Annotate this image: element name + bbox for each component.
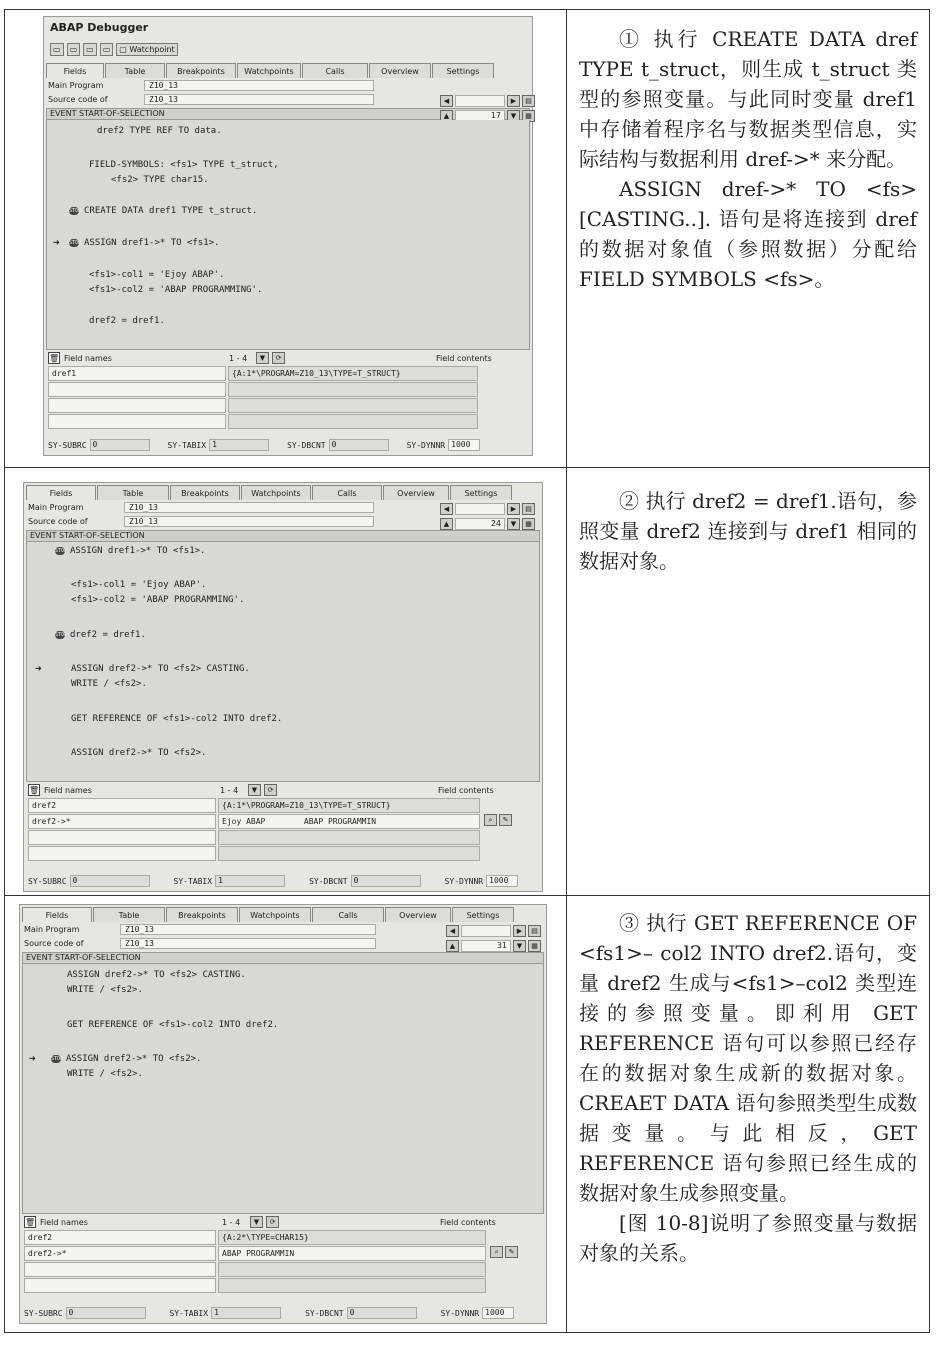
field-content-cell: {A:1*\PROGRAM=Z10_13\TYPE=T_STRUCT} bbox=[228, 366, 478, 381]
current-line-arrow-icon: ➜ bbox=[29, 1052, 36, 1065]
table-row bbox=[24, 1262, 542, 1277]
edit-pencil-icon[interactable]: ✎ bbox=[505, 1246, 518, 1258]
up-arrow-icon[interactable]: ▲ bbox=[440, 518, 453, 530]
debugger-tabs bbox=[46, 63, 530, 78]
screenshot-cell-1 bbox=[5, 10, 567, 467]
subrc-label: SY-SUBRC bbox=[28, 876, 67, 886]
breakpoint-icon[interactable]: STOP bbox=[51, 1055, 64, 1062]
expand-icon[interactable]: ▤ bbox=[522, 95, 535, 107]
table-row bbox=[48, 382, 528, 397]
status-bar bbox=[48, 439, 480, 451]
refresh-icon[interactable]: ⟳ bbox=[272, 352, 285, 364]
tab-overview[interactable]: Overview bbox=[385, 907, 451, 922]
right-arrow-icon[interactable]: ▶ bbox=[507, 503, 520, 515]
empty-box bbox=[461, 925, 511, 937]
row-1 bbox=[5, 10, 929, 468]
subrc-value: 0 bbox=[66, 1307, 146, 1319]
refresh-icon[interactable]: ⟳ bbox=[264, 784, 277, 796]
nav-controls-top bbox=[440, 503, 535, 515]
step-icon[interactable]: ▭ bbox=[50, 43, 64, 56]
tabix-label: SY-TABIX bbox=[173, 876, 213, 886]
field-contents-label: Field contents bbox=[436, 353, 492, 363]
tab-watchpoints[interactable]: Watchpoints bbox=[237, 63, 301, 78]
code-line: WRITE / <fs2>. bbox=[67, 1069, 143, 1079]
field-names-label: Field names bbox=[44, 785, 92, 795]
range-label: 1 - 4 bbox=[229, 353, 248, 363]
tabix-value: 1 bbox=[215, 875, 285, 887]
continue-icon[interactable]: ▭ bbox=[100, 43, 114, 56]
screenshot-cell-3 bbox=[5, 896, 567, 1332]
code-line: <fs1>-col2 = 'ABAP PROGRAMMING'. bbox=[71, 595, 245, 605]
code-line: dref2 = dref1. bbox=[89, 316, 165, 326]
nav-controls-bottom bbox=[440, 518, 535, 530]
source-value: Z10_13 bbox=[124, 516, 374, 527]
tab-settings[interactable]: Settings bbox=[450, 485, 512, 500]
up-arrow-icon[interactable]: ▲ bbox=[440, 110, 453, 122]
expand-icon[interactable]: ▤ bbox=[522, 503, 535, 515]
field-content-cell bbox=[228, 398, 478, 413]
code-line: <fs2> TYPE char15. bbox=[111, 175, 209, 185]
field-name-cell[interactable]: dref2 bbox=[28, 798, 216, 813]
magnifier-icon[interactable]: ⌕ bbox=[490, 1246, 503, 1258]
dropdown-icon[interactable]: ▼ bbox=[513, 940, 526, 952]
breakpoint-icon[interactable]: STOP bbox=[55, 631, 68, 638]
description-paragraph: ASSIGN dref->* TO <fs> [CASTING..]. 语句是将连接到 dref 的数据对象值（参照数据）分配给 FIELD SYMBOLS <fs>。 bbox=[579, 177, 917, 291]
current-line-arrow-icon: ➜ bbox=[53, 236, 60, 249]
range-label: 1 - 4 bbox=[222, 1217, 241, 1227]
expand-icon[interactable]: ▤ bbox=[528, 925, 541, 937]
field-content-cell: {A:1*\PROGRAM=Z10_13\TYPE=T_STRUCT} bbox=[218, 798, 480, 813]
subrc-label: SY-SUBRC bbox=[24, 1308, 63, 1318]
code-line: FIELD-SYMBOLS: <fs1> TYPE t_struct, bbox=[89, 160, 279, 170]
field-content-cell: Ejoy ABAP ABAP PROGRAMMIN bbox=[218, 814, 480, 829]
left-arrow-icon[interactable]: ◀ bbox=[440, 503, 453, 515]
dropdown-icon[interactable]: ▼ bbox=[256, 352, 269, 364]
table-row bbox=[24, 1230, 542, 1245]
code-line: <fs1>-col1 = 'Ejoy ABAP'. bbox=[71, 580, 207, 590]
subrc-value: 0 bbox=[90, 439, 150, 451]
source-value: Z10_13 bbox=[144, 94, 374, 105]
tab-table[interactable]: Table bbox=[97, 485, 169, 500]
field-name-cell[interactable] bbox=[28, 830, 216, 845]
step-over-icon[interactable]: ▭ bbox=[67, 43, 81, 56]
field-content-cell bbox=[218, 1278, 486, 1293]
tab-calls[interactable]: Calls bbox=[302, 63, 368, 78]
line-number: 31 bbox=[461, 940, 511, 952]
table-row bbox=[28, 846, 538, 861]
field-table bbox=[28, 798, 538, 861]
field-name-cell[interactable]: dref2 bbox=[24, 1230, 216, 1245]
code-line: ASSIGN dref2->* TO <fs2> CASTING. bbox=[71, 664, 250, 674]
code-area bbox=[26, 542, 540, 782]
tab-watchpoints[interactable]: Watchpoints bbox=[241, 485, 311, 500]
field-content-cell bbox=[218, 830, 480, 845]
field-name-cell[interactable] bbox=[48, 414, 226, 429]
event-label: EVENT START-OF-SELECTION bbox=[46, 108, 530, 120]
settings-icon[interactable]: ▦ bbox=[522, 110, 535, 122]
settings-icon[interactable]: ▦ bbox=[528, 940, 541, 952]
code-line: ASSIGN dref2->* TO <fs2> CASTING. bbox=[67, 970, 246, 980]
field-table bbox=[48, 366, 528, 429]
field-name-cell[interactable] bbox=[24, 1278, 216, 1293]
field-header bbox=[44, 350, 532, 366]
main-program-value: Z10_13 bbox=[124, 502, 374, 513]
tab-breakpoints[interactable]: Breakpoints bbox=[170, 485, 240, 500]
table-row bbox=[28, 814, 538, 829]
refresh-icon[interactable]: ⟳ bbox=[266, 1216, 279, 1228]
code-line: dref2 = dref1. bbox=[70, 630, 146, 640]
dropdown-icon[interactable]: ▼ bbox=[248, 784, 261, 796]
code-line-with-breakpoint bbox=[69, 238, 219, 248]
tab-table[interactable]: Table bbox=[105, 63, 165, 78]
tabix-value: 1 bbox=[211, 1307, 281, 1319]
description-paragraph: ③ 执行 GET REFERENCE OF <fs1>– col2 INTO dref2.语句，变量 dref2 生成与<fs1>–col2 类型连接的参照变量。即利用 GET REFERENCE 语句可以参照已经存在的数据对象生成新的数据对象。CREAET DATA 语句参照类型生成数据变量。与此相反，GET REFERENCE 语句参照已经生成的数据对象生成参照变量。 bbox=[579, 911, 917, 1205]
code-line: ASSIGN dref1->* TO <fs1>. bbox=[70, 546, 206, 556]
up-arrow-icon[interactable]: ▲ bbox=[446, 940, 459, 952]
code-area bbox=[46, 120, 530, 350]
dynnr-value: 1000 bbox=[482, 1307, 514, 1319]
field-name-cell[interactable] bbox=[48, 398, 226, 413]
tab-table[interactable]: Table bbox=[93, 907, 165, 922]
dropdown-icon[interactable]: ▼ bbox=[250, 1216, 263, 1228]
main-program-label: Main Program bbox=[28, 502, 84, 512]
trash-icon[interactable]: 🗑 bbox=[49, 354, 60, 363]
code-line-with-breakpoint bbox=[69, 206, 257, 216]
empty-box bbox=[455, 503, 505, 515]
code-line: <fs1>-col2 = 'ABAP PROGRAMMING'. bbox=[89, 285, 263, 295]
nav-controls-top bbox=[440, 95, 535, 107]
main-program-value: Z10_13 bbox=[120, 924, 376, 935]
field-name-cell[interactable]: dref1 bbox=[48, 366, 226, 381]
dynnr-label: SY-DYNNR bbox=[444, 876, 484, 886]
code-line: ASSIGN dref2->* TO <fs2>. bbox=[66, 1054, 202, 1064]
trash-icon[interactable]: 🗑 bbox=[25, 1218, 36, 1227]
field-name-cell[interactable] bbox=[24, 1262, 216, 1277]
table-row bbox=[28, 830, 538, 845]
field-names-label: Field names bbox=[40, 1217, 88, 1227]
trash-icon[interactable]: 🗑 bbox=[29, 786, 40, 795]
tab-watchpoints[interactable]: Watchpoints bbox=[239, 907, 311, 922]
description-cell-2 bbox=[567, 468, 929, 895]
field-content-cell: ABAP PROGRAMMIN bbox=[218, 1246, 486, 1261]
dbcnt-value: 0 bbox=[347, 1307, 417, 1319]
code-line: ASSIGN dref1->* TO <fs1>. bbox=[84, 238, 220, 248]
field-content-cell bbox=[228, 382, 478, 397]
dbcnt-label: SY-DBCNT bbox=[287, 440, 326, 450]
field-table bbox=[24, 1230, 542, 1293]
tab-breakpoints[interactable]: Breakpoints bbox=[166, 907, 238, 922]
dynnr-label: SY-DYNNR bbox=[406, 440, 446, 450]
code-area bbox=[22, 964, 544, 1214]
field-content-cell bbox=[218, 846, 480, 861]
current-line-arrow-icon: ➜ bbox=[35, 662, 42, 675]
breakpoint-icon[interactable]: STOP bbox=[69, 239, 82, 246]
field-name-cell[interactable] bbox=[48, 382, 226, 397]
code-line-with-breakpoint bbox=[55, 630, 146, 640]
subrc-label: SY-SUBRC bbox=[48, 440, 87, 450]
field-header bbox=[20, 1214, 546, 1230]
empty-box bbox=[455, 95, 505, 107]
code-line: ASSIGN dref2->* TO <fs2>. bbox=[71, 748, 207, 758]
code-line: GET REFERENCE OF <fs1>-col2 INTO dref2. bbox=[67, 1020, 279, 1030]
main-program-value: Z10_13 bbox=[144, 80, 374, 91]
dbcnt-label: SY-DBCNT bbox=[305, 1308, 344, 1318]
tab-settings[interactable]: Settings bbox=[452, 907, 514, 922]
dropdown-icon[interactable]: ▼ bbox=[507, 518, 520, 530]
table-row bbox=[48, 414, 528, 429]
row-3 bbox=[5, 896, 929, 1332]
tab-breakpoints[interactable]: Breakpoints bbox=[166, 63, 236, 78]
breakpoint-icon[interactable]: STOP bbox=[55, 547, 68, 554]
tabix-label: SY-TABIX bbox=[169, 1308, 209, 1318]
source-label: Source code of bbox=[24, 938, 84, 948]
debugger-toolbar bbox=[44, 39, 532, 59]
status-bar bbox=[24, 1307, 514, 1319]
tab-fields[interactable]: Fields bbox=[46, 63, 104, 78]
code-line: dref2 TYPE REF TO data. bbox=[97, 126, 222, 136]
right-arrow-icon[interactable]: ▶ bbox=[507, 95, 520, 107]
source-label: Source code of bbox=[28, 516, 88, 526]
code-line: <fs1>-col1 = 'Ejoy ABAP'. bbox=[89, 270, 225, 280]
main-program-label: Main Program bbox=[24, 924, 80, 934]
left-arrow-icon[interactable]: ◀ bbox=[446, 925, 459, 937]
subrc-value: 0 bbox=[70, 875, 150, 887]
tab-overview[interactable]: Overview bbox=[383, 485, 449, 500]
watchpoint-button[interactable] bbox=[116, 43, 177, 56]
watchpoint-label: Watchpoint bbox=[129, 44, 175, 54]
code-line-with-breakpoint bbox=[51, 1054, 201, 1064]
table-row bbox=[48, 366, 528, 381]
field-name-cell[interactable]: dref2->* bbox=[28, 814, 216, 829]
screenshot-cell-2 bbox=[5, 468, 567, 895]
return-icon[interactable]: ▭ bbox=[83, 43, 97, 56]
field-content-cell: {A:2*\TYPE=CHAR15} bbox=[218, 1230, 486, 1245]
dynnr-value: 1000 bbox=[448, 439, 480, 451]
field-name-cell[interactable] bbox=[28, 846, 216, 861]
tabix-label: SY-TABIX bbox=[167, 440, 207, 450]
breakpoint-icon[interactable]: STOP bbox=[69, 207, 82, 214]
document-table bbox=[4, 9, 930, 1333]
tab-settings[interactable]: Settings bbox=[432, 63, 494, 78]
code-line-with-breakpoint bbox=[55, 546, 205, 556]
row-2 bbox=[5, 468, 929, 896]
right-arrow-icon[interactable]: ▶ bbox=[513, 925, 526, 937]
description-paragraph: ① 执行 CREATE DATA dref TYPE t_struct，则生成 t_struct 类型的参照变量。与此同时变量 dref1 中存储着程序名与数据类型信息，实际结构与数据利用 dref->* 来分配。 bbox=[579, 27, 917, 171]
tab-calls[interactable]: Calls bbox=[312, 907, 384, 922]
field-name-cell[interactable]: dref2->* bbox=[24, 1246, 216, 1261]
debugger-window-3 bbox=[19, 904, 547, 1324]
nav-controls-top bbox=[446, 925, 541, 937]
field-content-cell bbox=[228, 414, 478, 429]
left-arrow-icon[interactable]: ◀ bbox=[440, 95, 453, 107]
code-line: WRITE / <fs2>. bbox=[67, 985, 143, 995]
document-icon: ▢ bbox=[119, 44, 130, 54]
table-row bbox=[24, 1278, 542, 1293]
range-label: 1 - 4 bbox=[220, 785, 239, 795]
table-row bbox=[48, 398, 528, 413]
dropdown-icon[interactable]: ▼ bbox=[507, 110, 520, 122]
tab-calls[interactable]: Calls bbox=[312, 485, 382, 500]
status-bar bbox=[28, 875, 518, 887]
debugger-tabs bbox=[26, 485, 540, 500]
line-number: 17 bbox=[455, 110, 505, 122]
nav-controls-bottom bbox=[446, 940, 541, 952]
magnifier-icon[interactable]: ⌕ bbox=[484, 814, 497, 826]
event-label: EVENT START-OF-SELECTION bbox=[22, 952, 544, 964]
main-program-row bbox=[44, 78, 532, 92]
field-contents-label: Field contents bbox=[440, 1217, 496, 1227]
source-label: Source code of bbox=[48, 94, 108, 104]
dbcnt-value: 0 bbox=[351, 875, 421, 887]
debugger-window-2 bbox=[23, 482, 543, 892]
tab-overview[interactable]: Overview bbox=[369, 63, 431, 78]
table-row bbox=[28, 798, 538, 813]
event-label: EVENT START-OF-SELECTION bbox=[26, 530, 540, 542]
settings-icon[interactable]: ▦ bbox=[522, 518, 535, 530]
field-header bbox=[24, 782, 542, 798]
field-content-cell bbox=[218, 1262, 486, 1277]
tab-fields[interactable]: Fields bbox=[26, 485, 96, 500]
description-cell-1 bbox=[567, 10, 929, 467]
code-line: WRITE / <fs2>. bbox=[71, 679, 147, 689]
tabix-value: 1 bbox=[209, 439, 269, 451]
field-names-label: Field names bbox=[64, 353, 112, 363]
code-line: GET REFERENCE OF <fs1>-col2 INTO dref2. bbox=[71, 714, 283, 724]
table-row bbox=[24, 1246, 542, 1261]
edit-pencil-icon[interactable]: ✎ bbox=[499, 814, 512, 826]
dynnr-value: 1000 bbox=[486, 875, 518, 887]
source-value: Z10_13 bbox=[120, 938, 376, 949]
tab-fields[interactable]: Fields bbox=[22, 907, 92, 922]
dynnr-label: SY-DYNNR bbox=[440, 1308, 480, 1318]
debugger-window-1 bbox=[43, 16, 533, 456]
dbcnt-label: SY-DBCNT bbox=[309, 876, 348, 886]
field-contents-label: Field contents bbox=[438, 785, 494, 795]
description-cell-3 bbox=[567, 896, 929, 1332]
description-paragraph: ② 执行 dref2 = dref1.语句，参照变量 dref2 连接到与 dref1 相同的数据对象。 bbox=[579, 489, 917, 573]
description-paragraph: [图 10-8]说明了参照变量与数据对象的关系。 bbox=[579, 1211, 917, 1265]
dbcnt-value: 0 bbox=[329, 439, 389, 451]
line-number: 24 bbox=[455, 518, 505, 530]
debugger-tabs bbox=[22, 907, 544, 922]
code-line: CREATE DATA dref1 TYPE t_struct. bbox=[84, 206, 258, 216]
debugger-title: ABAP Debugger bbox=[50, 21, 149, 34]
main-program-label: Main Program bbox=[48, 80, 104, 90]
